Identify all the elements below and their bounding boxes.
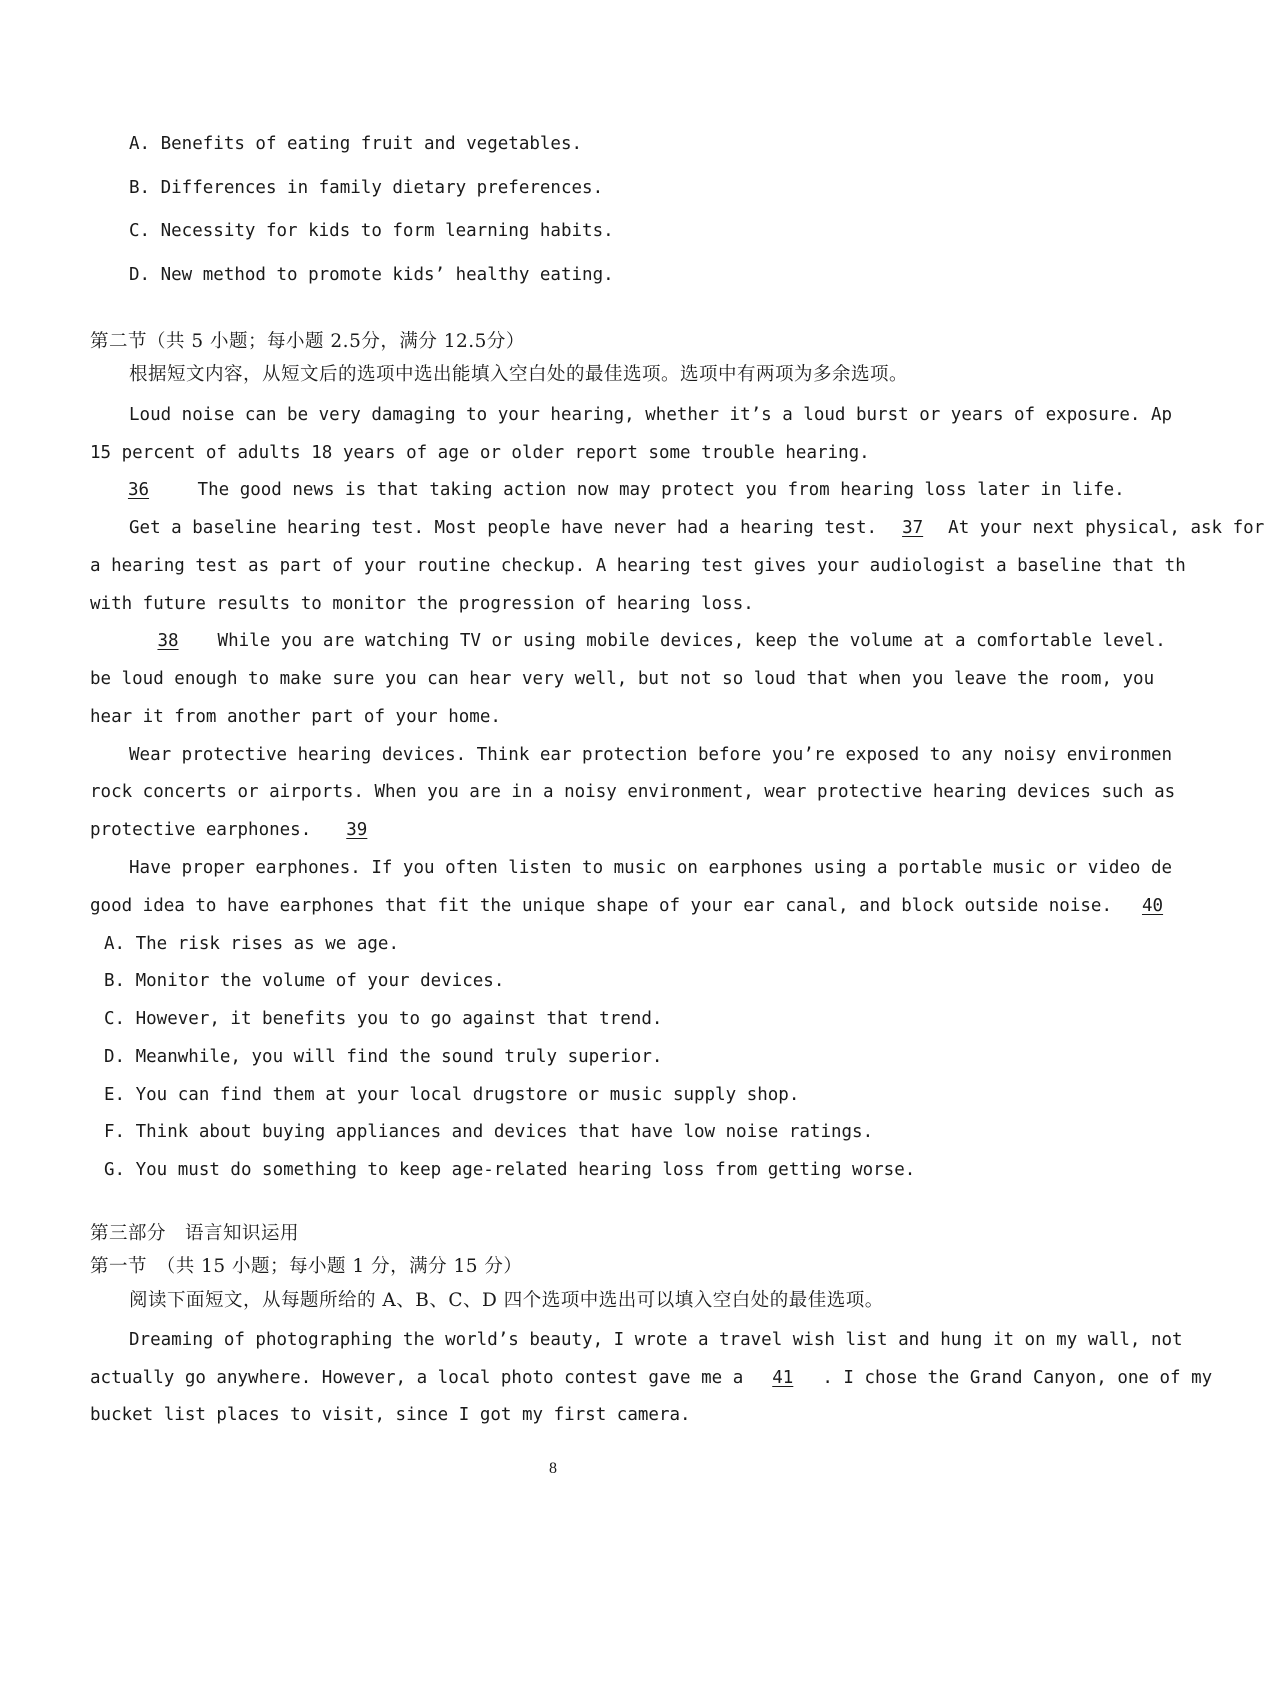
blank-36: 36 bbox=[127, 480, 150, 500]
part3-section1-heading: 第一节 （共 15 小题；每小题 1 分，满分 15 分） bbox=[90, 1256, 523, 1277]
passage-p4-text: While you are watching TV or using mobile devices, keep the volume at a comfortable level. bbox=[217, 631, 1166, 651]
option-e: E. You can find them at your local drugstore or music supply shop. bbox=[104, 1085, 800, 1105]
option-c: C. However, it benefits you to go against that trend. bbox=[104, 1009, 663, 1029]
passage-p4-line3: hear it from another part of your home. bbox=[90, 707, 501, 727]
passage-p5-line1: Wear protective hearing devices. Think ear protection before you’re exposed to any noisy environmen bbox=[129, 745, 1173, 765]
passage-p3-line1 bbox=[129, 517, 1264, 539]
passage-p5-line2: rock concerts or airports. When you are in a noisy environment, wear protective hearing devices such as bbox=[90, 782, 1176, 802]
option-a: A. The risk rises as we age. bbox=[104, 934, 400, 954]
blank-40: 40 bbox=[1141, 896, 1164, 916]
passage-p2-text: The good news is that taking action now may protect you from hearing loss later in life. bbox=[197, 480, 1125, 500]
passage-p6-line1: Have proper earphones. If you often listen to music on earphones using a portable music or video de bbox=[129, 858, 1173, 878]
cloze-line1: Dreaming of photographing the world’s beauty, I wrote a travel wish list and hung it on my wall, not bbox=[129, 1330, 1183, 1350]
passage-p3-line2: a hearing test as part of your routine checkup. A hearing test gives your audiologist a baseline that th bbox=[90, 556, 1186, 576]
option-b: B. Monitor the volume of your devices. bbox=[104, 971, 505, 991]
passage-p3-text-a: Get a baseline hearing test. Most people have never had a hearing test. bbox=[129, 518, 878, 538]
passage-p4-line2: be loud enough to make sure you can hear very well, but not so loud that when you leave the room, you bbox=[90, 669, 1155, 689]
passage-p1-line1: Loud noise can be very damaging to your hearing, whether it’s a loud burst or years of exposure. Ap bbox=[129, 405, 1173, 425]
section2-instruction: 根据短文内容，从短文后的选项中选出能填入空白处的最佳选项。选项中有两项为多余选项。 bbox=[129, 364, 909, 385]
passage-p4-line1 bbox=[129, 630, 1166, 652]
passage-p1-line2: 15 percent of adults 18 years of age or older report some trouble hearing. bbox=[90, 443, 870, 463]
prev-option-b: B. Differences in family dietary preferences. bbox=[129, 178, 604, 198]
prev-option-c: C. Necessity for kids to form learning habits. bbox=[129, 221, 614, 241]
passage-p2-line bbox=[90, 479, 1125, 501]
passage-p3-line3: with future results to monitor the progression of hearing loss. bbox=[90, 594, 754, 614]
blank-39: 39 bbox=[346, 820, 368, 840]
passage-p3-text-b: At your next physical, ask for bbox=[948, 518, 1264, 538]
passage-p5-line3 bbox=[90, 819, 392, 841]
cloze-line2 bbox=[90, 1367, 1212, 1389]
passage-p6-text: good idea to have earphones that fit the unique shape of your ear canal, and block outside noise. bbox=[90, 896, 1112, 916]
passage-p6-line2 bbox=[90, 895, 1183, 917]
cloze-line3: bucket list places to visit, since I got my first camera. bbox=[90, 1405, 691, 1425]
passage-p5-text: protective earphones. bbox=[90, 820, 312, 840]
blank-41: 41 bbox=[772, 1368, 794, 1388]
option-f: F. Think about buying appliances and devices that have low noise ratings. bbox=[104, 1122, 874, 1142]
cloze-text-b: . I chose the Grand Canyon, one of my bbox=[822, 1368, 1213, 1388]
part3-instruction: 阅读下面短文，从每题所给的 A、B、C、D 四个选项中选出可以填入空白处的最佳选项。 bbox=[129, 1290, 884, 1311]
section2-heading: 第二节（共 5 小题；每小题 2.5分，满分 12.5分） bbox=[90, 331, 525, 352]
option-g: G. You must do something to keep age-related hearing loss from getting worse. bbox=[104, 1160, 916, 1180]
cloze-text-a: actually go anywhere. However, a local photo contest gave me a bbox=[90, 1368, 744, 1388]
page-number: 8 bbox=[549, 1460, 557, 1477]
option-d: D. Meanwhile, you will find the sound truly superior. bbox=[104, 1047, 663, 1067]
prev-option-a: A. Benefits of eating fruit and vegetables. bbox=[129, 134, 583, 154]
blank-37: 37 bbox=[902, 518, 924, 538]
prev-option-d: D. New method to promote kids’ healthy eating. bbox=[129, 265, 614, 285]
blank-38: 38 bbox=[157, 631, 179, 651]
part3-heading: 第三部分 语言知识运用 bbox=[90, 1223, 300, 1244]
